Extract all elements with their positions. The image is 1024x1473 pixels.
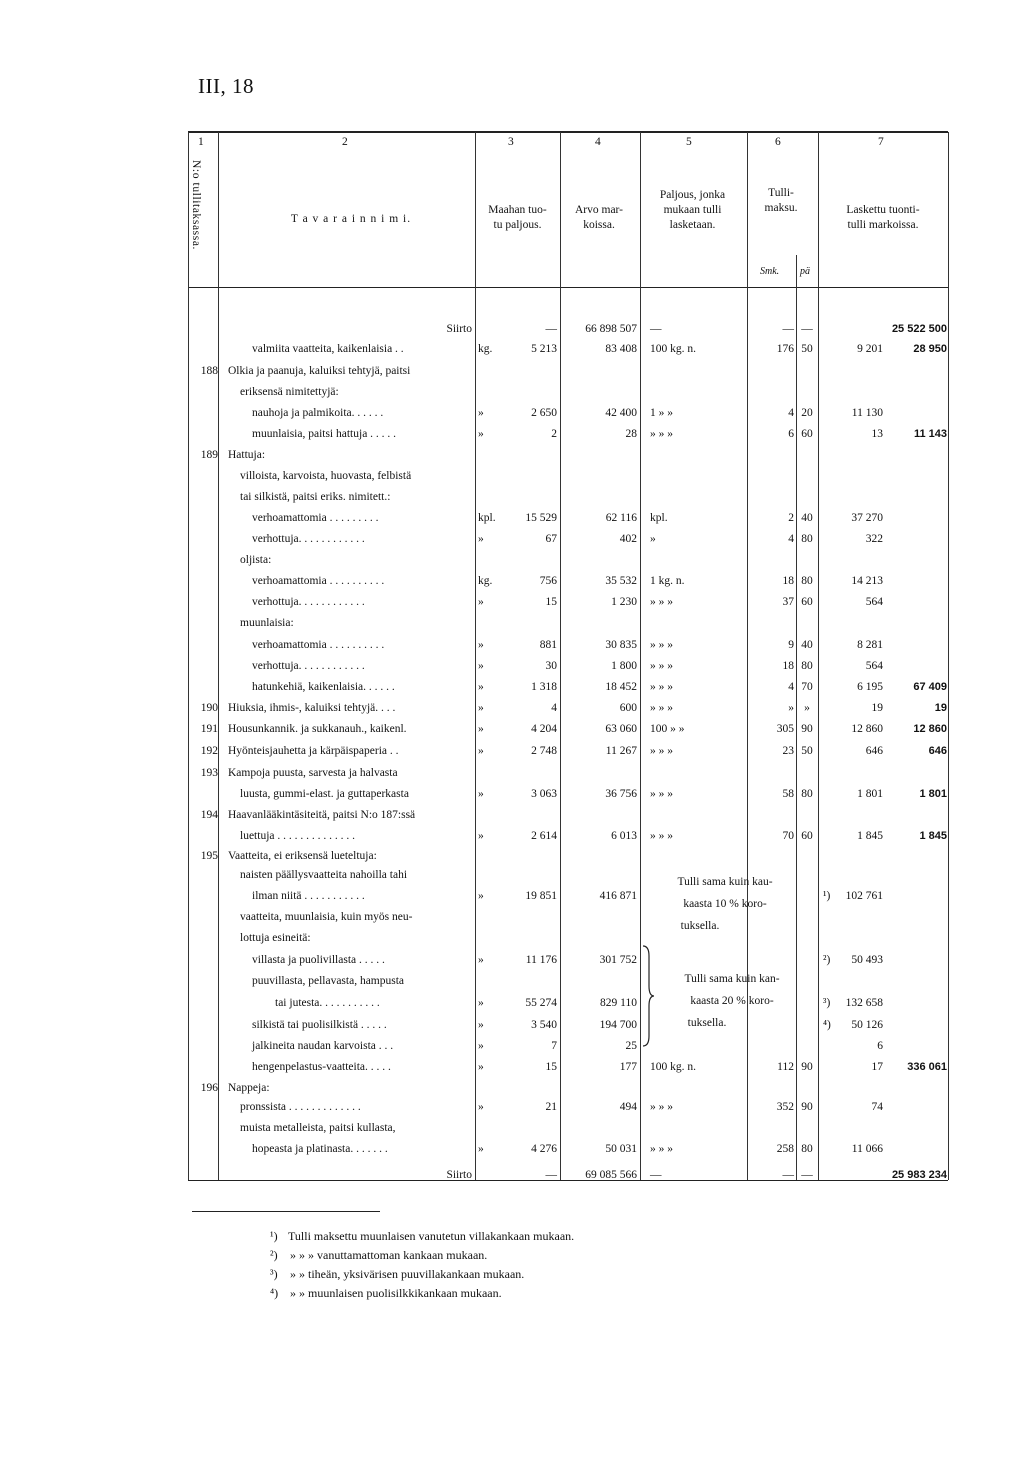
cell-smk: 18	[782, 660, 794, 672]
cell-duty: 9 201	[857, 343, 883, 355]
cell-duty: 12 860	[851, 723, 883, 735]
cell-duty: 564	[865, 596, 883, 608]
row-name: verhottuja. . . . . . . . . . . .	[252, 533, 365, 545]
cell-pen: 40	[801, 512, 813, 524]
cell-pen: 80	[801, 575, 813, 587]
cell-value: 63 060	[605, 723, 637, 735]
cell-qty: 4	[551, 702, 557, 714]
footnote-text: » » muunlaisen puolisilkkikankaan mukaan.	[290, 1286, 502, 1300]
cell-qty: 55 274	[525, 997, 557, 1009]
row-name: Hiuksia, ihmis-, kaluiksi tehtyjä. . . .	[228, 702, 396, 714]
cell-basis: 1 » »	[650, 407, 673, 419]
row-name: silkistä tai puolisilkistä . . . . .	[252, 1019, 387, 1031]
cell-qty: 4 204	[531, 723, 557, 735]
colnum-4: 4	[595, 136, 601, 148]
cell-value: 62 116	[605, 512, 637, 524]
cell-qty: 2 614	[531, 830, 557, 842]
cell-smk: —	[782, 1169, 794, 1181]
cell-smk: 176	[776, 343, 794, 355]
cell-unit: »	[478, 788, 484, 800]
cell-unit: kg.	[478, 343, 493, 355]
row-name: hatunkehiä, kaikenlaisia. . . . . .	[252, 681, 395, 693]
cell-total: 67 409	[913, 681, 947, 693]
header-duty: Laskettu tuonti- tulli markoissa.	[846, 204, 920, 231]
cell-total: 25 983 234	[891, 1169, 947, 1181]
cell-qty: 67	[545, 533, 557, 545]
cell-unit: »	[478, 596, 484, 608]
row-name: Siirto	[446, 1169, 472, 1181]
cell-num: 193	[200, 767, 218, 779]
cell-pen: 70	[801, 681, 813, 693]
cell-basis: 100 kg. n.	[650, 343, 696, 355]
cell-qty: 15	[545, 1061, 557, 1073]
cell-qty: 21	[545, 1101, 557, 1113]
cell-unit: »	[478, 1061, 484, 1073]
cell-qty: 881	[539, 639, 557, 651]
footnote-ref: ³)	[823, 997, 831, 1009]
cell-value: 35 532	[605, 575, 637, 587]
colnum-3: 3	[508, 136, 514, 148]
colnum-1: 1	[198, 136, 204, 148]
row-name: villasta ja puolivillasta . . . . .	[252, 954, 385, 966]
row-name: verhoamattomia . . . . . . . . .	[252, 512, 379, 524]
cell-basis: » » »	[650, 830, 673, 842]
cell-duty: 11 066	[851, 1143, 883, 1155]
footnote-rule	[192, 1211, 380, 1212]
cell-pen: 20	[801, 407, 813, 419]
cell-value: 6 013	[611, 830, 637, 842]
cell-value: 416 871	[599, 890, 637, 902]
row-name: hengenpelastus-vaatteita. . . . .	[252, 1061, 391, 1073]
cell-unit: »	[478, 639, 484, 651]
footnote-mark: ¹)	[270, 1229, 278, 1243]
cell-smk: —	[782, 323, 794, 335]
cell-unit: »	[478, 954, 484, 966]
cell-duty: 132 658	[845, 997, 883, 1009]
footnote-ref: ⁴)	[823, 1019, 831, 1031]
cell-unit: kpl.	[478, 512, 496, 524]
cell-qty: 15	[545, 596, 557, 608]
cell-unit: »	[478, 1143, 484, 1155]
colnum-2: 2	[342, 136, 348, 148]
cell-smk: 2	[788, 512, 794, 524]
row-name: Nappeja:	[228, 1082, 270, 1094]
row-name: valmiita vaatteita, kaikenlaisia . .	[252, 343, 404, 355]
cell-unit: »	[478, 997, 484, 1009]
footnote-ref: ¹)	[823, 890, 831, 902]
cell-qty: 2 650	[531, 407, 557, 419]
row-name: nauhoja ja palmikoita. . . . . .	[252, 407, 384, 419]
cell-basis: » » »	[650, 681, 673, 693]
cell-basis: » » »	[650, 745, 673, 757]
cell-smk: 352	[776, 1101, 794, 1113]
cell-num: 194	[200, 809, 218, 821]
row-name: Kampoja puusta, sarvesta ja halvasta	[228, 767, 398, 779]
cell-basis: 100 kg. n.	[650, 1061, 696, 1073]
cell-total: 336 061	[907, 1061, 947, 1073]
cell-smk: 58	[782, 788, 794, 800]
cell-qty: 30	[545, 660, 557, 672]
row-name: Hattuja:	[228, 449, 266, 461]
row-name: verhoamattomia . . . . . . . . . .	[252, 639, 385, 651]
cell-value: 494	[619, 1101, 637, 1113]
cell-unit: »	[478, 723, 484, 735]
cell-unit: »	[478, 681, 484, 693]
footnote-text: » » » vanuttamattoman kankaan mukaan.	[290, 1248, 488, 1262]
row-name: ilman niitä . . . . . . . . . . .	[252, 890, 365, 902]
cell-qty: 19 851	[525, 890, 557, 902]
cell-basis: —	[650, 1169, 662, 1181]
cell-value: 600	[619, 702, 637, 714]
row-name: verhottuja. . . . . . . . . . . .	[252, 596, 365, 608]
row-name: jalkineita naudan karvoista . . .	[252, 1040, 394, 1052]
cell-value: 194 700	[599, 1019, 637, 1031]
cell-smk: 4	[788, 407, 794, 419]
cell-qty: 1 318	[531, 681, 557, 693]
cell-duty: 1 801	[857, 788, 883, 800]
cell-total: 19	[934, 702, 947, 714]
row-name: Vaatteita, ei eriksensä lueteltuja:	[228, 850, 377, 862]
page-header: III, 18	[198, 74, 254, 98]
cell-qty: 2 748	[531, 745, 557, 757]
cell-smk: 9	[788, 639, 794, 651]
cell-value: 11 267	[605, 745, 637, 757]
cell-duty: 646	[865, 745, 883, 757]
row-name: muunlaisia, paitsi hattuja . . . . .	[252, 428, 397, 440]
cell-duty: 11 130	[851, 407, 883, 419]
header-no-label: N:o tullitaksassa.	[190, 160, 202, 251]
cell-pen: »	[804, 702, 810, 714]
cell-basis: 1 kg. n.	[650, 575, 685, 587]
cell-unit: »	[478, 407, 484, 419]
cell-duty: 17	[871, 1061, 883, 1073]
cell-num: 192	[200, 745, 218, 757]
cell-qty: 756	[539, 575, 557, 587]
cell-basis: » » »	[650, 1143, 673, 1155]
cell-qty: 5 213	[531, 343, 557, 355]
cell-pen: 60	[801, 596, 813, 608]
cell-total: 646	[928, 745, 947, 757]
cell-value: 36 756	[605, 788, 637, 800]
cell-basis: » » »	[650, 639, 673, 651]
cell-pen: 50	[801, 745, 813, 757]
cell-total: 25 522 500	[891, 323, 947, 335]
cell-value: 177	[619, 1061, 637, 1073]
cell-basis: kpl.	[650, 512, 668, 524]
footnote-mark: ²)	[270, 1248, 278, 1262]
footnote-text: Tulli maksettu muunlaisen vanutetun villakankaan mukaan.	[288, 1229, 575, 1243]
colnum-5: 5	[686, 136, 692, 148]
cell-smk: 37	[782, 596, 794, 608]
cell-unit: kg.	[478, 575, 493, 587]
cell-pen: 80	[801, 533, 813, 545]
cell-value: 42 400	[605, 407, 637, 419]
footnote-ref: ²)	[823, 954, 831, 966]
footnote-mark: ⁴)	[270, 1286, 279, 1300]
cell-pen: 60	[801, 830, 813, 842]
header-rate-pen: pä	[800, 266, 810, 277]
row-name: luusta, gummi-elast. ja guttaperkasta	[240, 788, 409, 800]
cell-value: 83 408	[605, 343, 637, 355]
cell-duty: 37 270	[851, 512, 883, 524]
cell-pen: 80	[801, 1143, 813, 1155]
header-qty: Maahan tuo- tu paljous.	[488, 204, 547, 231]
row-name: luettuja . . . . . . . . . . . . . .	[240, 830, 355, 842]
cell-smk: 70	[782, 830, 794, 842]
cell-value: 69 085 566	[585, 1169, 637, 1181]
cell-unit: »	[478, 1101, 484, 1113]
cell-pen: 90	[801, 1101, 813, 1113]
cell-basis: » » »	[650, 1101, 673, 1113]
cell-pen: —	[801, 323, 813, 335]
cell-unit: »	[478, 745, 484, 757]
cell-basis: » » »	[650, 428, 673, 440]
cell-pen: 90	[801, 1061, 813, 1073]
header-bottom-rule	[188, 287, 948, 288]
row-name: Haavanlääkintäsiteitä, paitsi N:o 187:ssä	[228, 809, 416, 821]
cell-duty: 19	[871, 702, 883, 714]
cell-duty: 6	[877, 1040, 883, 1052]
cell-smk: 4	[788, 681, 794, 693]
cell-qty: —	[545, 323, 557, 335]
colnum-6: 6	[775, 136, 781, 148]
cell-duty: 1 845	[857, 830, 883, 842]
row-name: Hyönteisjauhetta ja kärpäispaperia . .	[228, 745, 399, 757]
row-name: Olkia ja paanuja, kaluiksi tehtyjä, paitsi	[228, 365, 411, 377]
cell-duty: 50 126	[851, 1019, 883, 1031]
cell-unit: »	[478, 830, 484, 842]
cell-pen: 90	[801, 723, 813, 735]
cell-pen: 80	[801, 660, 813, 672]
row-name: naisten päällysvaatteita nahoilla tahi	[240, 869, 408, 881]
cell-total: 1 845	[919, 830, 947, 842]
cell-duty: 322	[865, 533, 883, 545]
cell-num: 188	[200, 365, 218, 377]
brace-icon	[641, 944, 655, 1048]
cell-unit: »	[478, 660, 484, 672]
cell-num: 191	[200, 723, 218, 735]
header-rate-smk: Smk.	[760, 266, 780, 277]
cell-basis: » » »	[650, 660, 673, 672]
cell-duty: 102 761	[845, 890, 883, 902]
header-basis: Paljous, jonka mukaan tulli lasketaan.	[659, 189, 726, 231]
row-name: tai silkistä, paitsi eriks. nimitett.:	[240, 491, 391, 503]
cell-num: 196	[200, 1082, 218, 1094]
cell-total: 28 950	[913, 343, 947, 355]
cell-smk: 112	[777, 1061, 794, 1073]
cell-smk: 305	[776, 723, 794, 735]
cell-basis: —	[650, 323, 662, 335]
cell-value: 301 752	[599, 954, 637, 966]
cell-unit: »	[478, 533, 484, 545]
cell-duty: 6 195	[857, 681, 883, 693]
cell-duty: 14 213	[851, 575, 883, 587]
cell-value: 1 800	[611, 660, 637, 672]
row-name: villoista, karvoista, huovasta, felbistä	[240, 470, 412, 482]
cell-qty: —	[545, 1169, 557, 1181]
cell-qty: 4 276	[531, 1143, 557, 1155]
cell-total: 12 860	[913, 723, 947, 735]
cell-value: 402	[619, 533, 637, 545]
cell-value: 50 031	[605, 1143, 637, 1155]
cell-basis: » » »	[650, 788, 673, 800]
cell-total: 11 143	[913, 428, 947, 440]
row-name: pronssista . . . . . . . . . . . . .	[240, 1101, 361, 1113]
cell-num: 195	[200, 850, 218, 862]
row-name: verhoamattomia . . . . . . . . . .	[252, 575, 385, 587]
cell-pen: 50	[801, 343, 813, 355]
row-name: Siirto	[446, 323, 472, 335]
cell-basis: »	[650, 533, 656, 545]
cell-smk: 258	[776, 1143, 794, 1155]
row-name: eriksensä nimitettyjä:	[240, 386, 339, 398]
footnote-mark: ³)	[270, 1267, 278, 1281]
row-name: oljista:	[240, 554, 272, 566]
header-rate: Tulli- maksu.	[764, 187, 798, 214]
cell-smk: 4	[788, 533, 794, 545]
cell-value: 18 452	[605, 681, 637, 693]
cell-duty: 74	[871, 1101, 883, 1113]
cell-duty: 50 493	[851, 954, 883, 966]
cell-duty: 8 281	[857, 639, 883, 651]
row-name: Housunkannik. ja sukkanauh., kaikenl.	[228, 723, 407, 735]
cell-smk: 23	[782, 745, 794, 757]
header-name: T a v a r a i n n i m i.	[290, 213, 412, 225]
cell-smk: 6	[788, 428, 794, 440]
footnote-text: » » tiheän, yksivärisen puuvillakankaan mukaan.	[290, 1267, 525, 1281]
row-name: muunlaisia:	[240, 617, 294, 629]
cell-pen: —	[801, 1169, 813, 1181]
row-name: tai jutesta. . . . . . . . . . .	[275, 997, 380, 1009]
cell-smk: 18	[782, 575, 794, 587]
cell-smk: »	[788, 702, 794, 714]
cell-pen: 40	[801, 639, 813, 651]
cell-qty: 11 176	[525, 954, 557, 966]
row-name: puuvillasta, pellavasta, hampusta	[252, 975, 405, 987]
row-name: verhottuja. . . . . . . . . . . .	[252, 660, 365, 672]
row-name: muista metalleista, paitsi kullasta,	[240, 1122, 396, 1134]
row-name: hopeasta ja platinasta. . . . . . .	[252, 1143, 388, 1155]
cell-qty: 3 063	[531, 788, 557, 800]
cell-duty: 13	[871, 428, 883, 440]
cell-qty: 3 540	[531, 1019, 557, 1031]
cell-qty: 7	[551, 1040, 557, 1052]
row-name: lottuja esineitä:	[240, 932, 311, 944]
top-rule	[188, 131, 948, 133]
cell-total: 1 801	[919, 788, 947, 800]
cell-qty: 2	[551, 428, 557, 440]
header-value: Arvo mar- koissa.	[575, 204, 623, 231]
cell-duty: 564	[865, 660, 883, 672]
cell-pen: 80	[801, 788, 813, 800]
cell-unit: »	[478, 890, 484, 902]
cell-num: 190	[200, 702, 218, 714]
cell-value: 1 230	[611, 596, 637, 608]
cell-value: 66 898 507	[585, 323, 637, 335]
cell-value: 28	[625, 428, 637, 440]
cell-unit: »	[478, 1019, 484, 1031]
cell-num: 189	[200, 449, 218, 461]
cell-basis: » » »	[650, 702, 673, 714]
row-name: vaatteita, muunlaisia, kuin myös neu-	[240, 911, 413, 923]
cell-basis: » » »	[650, 596, 673, 608]
cell-qty: 15 529	[525, 512, 557, 524]
cell-basis: 100 » »	[650, 723, 685, 735]
cell-pen: 60	[801, 428, 813, 440]
cell-value: 829 110	[600, 997, 637, 1009]
cell-unit: »	[478, 702, 484, 714]
cell-unit: »	[478, 1040, 484, 1052]
cell-value: 30 835	[605, 639, 637, 651]
colnum-7: 7	[878, 136, 884, 148]
cell-value: 25	[625, 1040, 637, 1052]
cell-unit: »	[478, 428, 484, 440]
